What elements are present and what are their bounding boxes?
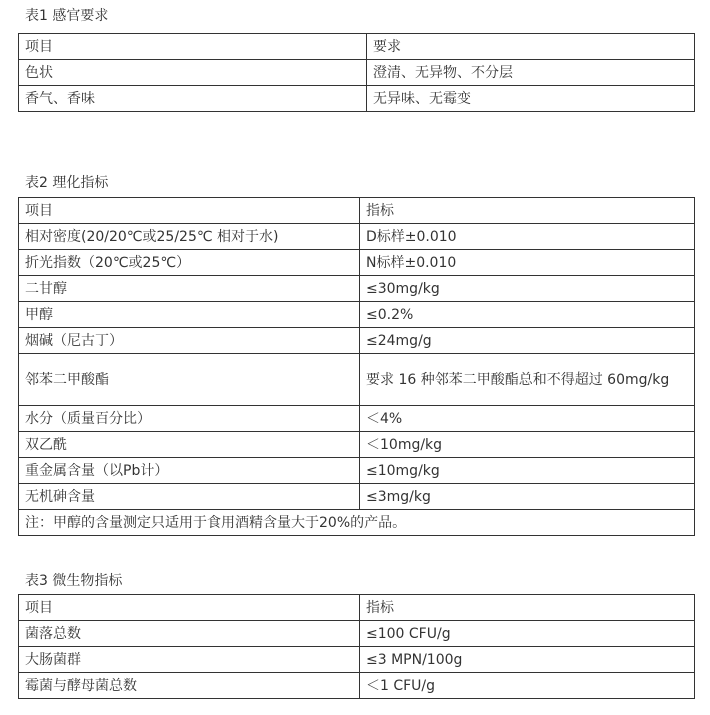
value-cell: ≤10mg/kg bbox=[360, 458, 695, 484]
item-cell: 烟碱（尼古丁） bbox=[19, 328, 360, 354]
table-row bbox=[19, 60, 695, 86]
value-cell: 无异味、无霉变 bbox=[367, 86, 695, 112]
header-cell: 项目 bbox=[19, 595, 360, 621]
item-cell: 色状 bbox=[19, 60, 367, 86]
table-note-row bbox=[19, 510, 695, 536]
item-cell: 甲醇 bbox=[19, 302, 360, 328]
value-cell: D标样±0.010 bbox=[360, 224, 695, 250]
value-cell: ≤100 CFU/g bbox=[360, 621, 695, 647]
item-cell: 无机砷含量 bbox=[19, 484, 360, 510]
item-cell: 菌落总数 bbox=[19, 621, 360, 647]
value-cell: ＜1 CFU/g bbox=[360, 673, 695, 699]
value-cell: 要求 16 种邻苯二甲酸酯总和不得超过 60mg/kg bbox=[360, 354, 695, 406]
table-row bbox=[19, 224, 695, 250]
table-header-row bbox=[19, 34, 695, 60]
table-row bbox=[19, 484, 695, 510]
value-cell: ≤3 MPN/100g bbox=[360, 647, 695, 673]
table3-caption: 表3 微生物指标 bbox=[25, 573, 123, 589]
table-row bbox=[19, 458, 695, 484]
table-row bbox=[19, 302, 695, 328]
item-cell: 水分（质量百分比） bbox=[19, 406, 360, 432]
header-cell: 项目 bbox=[19, 198, 360, 224]
item-cell: 折光指数（20℃或25℃） bbox=[19, 250, 360, 276]
table-row bbox=[19, 432, 695, 458]
value-cell: 澄清、无异物、不分层 bbox=[367, 60, 695, 86]
value-cell: ＜10mg/kg bbox=[360, 432, 695, 458]
table-row bbox=[19, 647, 695, 673]
item-cell: 重金属含量（以Pb计） bbox=[19, 458, 360, 484]
header-cell: 项目 bbox=[19, 34, 367, 60]
table-row bbox=[19, 621, 695, 647]
physicochemical-indicators-table bbox=[18, 197, 695, 536]
item-cell: 双乙酰 bbox=[19, 432, 360, 458]
item-cell: 二甘醇 bbox=[19, 276, 360, 302]
value-cell: ≤0.2% bbox=[360, 302, 695, 328]
table-row bbox=[19, 354, 695, 406]
item-cell: 大肠菌群 bbox=[19, 647, 360, 673]
table-header-row bbox=[19, 198, 695, 224]
table1-caption: 表1 感官要求 bbox=[25, 8, 109, 24]
item-cell: 香气、香味 bbox=[19, 86, 367, 112]
table-row bbox=[19, 276, 695, 302]
table-row bbox=[19, 673, 695, 699]
header-cell: 指标 bbox=[360, 595, 695, 621]
item-cell: 相对密度(20/20℃或25/25℃ 相对于水) bbox=[19, 224, 360, 250]
table-row bbox=[19, 328, 695, 354]
header-cell: 指标 bbox=[360, 198, 695, 224]
sensory-requirements-table bbox=[18, 33, 695, 112]
value-cell: ≤3mg/kg bbox=[360, 484, 695, 510]
table-row bbox=[19, 406, 695, 432]
value-cell: ＜4% bbox=[360, 406, 695, 432]
header-cell: 要求 bbox=[367, 34, 695, 60]
value-cell: ≤24mg/g bbox=[360, 328, 695, 354]
table-note: 注：甲醇的含量测定只适用于食用酒精含量大于20%的产品。 bbox=[19, 510, 695, 536]
table-row bbox=[19, 86, 695, 112]
item-cell: 霉菌与酵母菌总数 bbox=[19, 673, 360, 699]
microbial-indicators-table bbox=[18, 594, 695, 699]
table-row bbox=[19, 250, 695, 276]
value-cell: N标样±0.010 bbox=[360, 250, 695, 276]
table2-caption: 表2 理化指标 bbox=[25, 175, 109, 191]
table-header-row bbox=[19, 595, 695, 621]
item-cell: 邻苯二甲酸酯 bbox=[19, 354, 360, 406]
value-cell: ≤30mg/kg bbox=[360, 276, 695, 302]
